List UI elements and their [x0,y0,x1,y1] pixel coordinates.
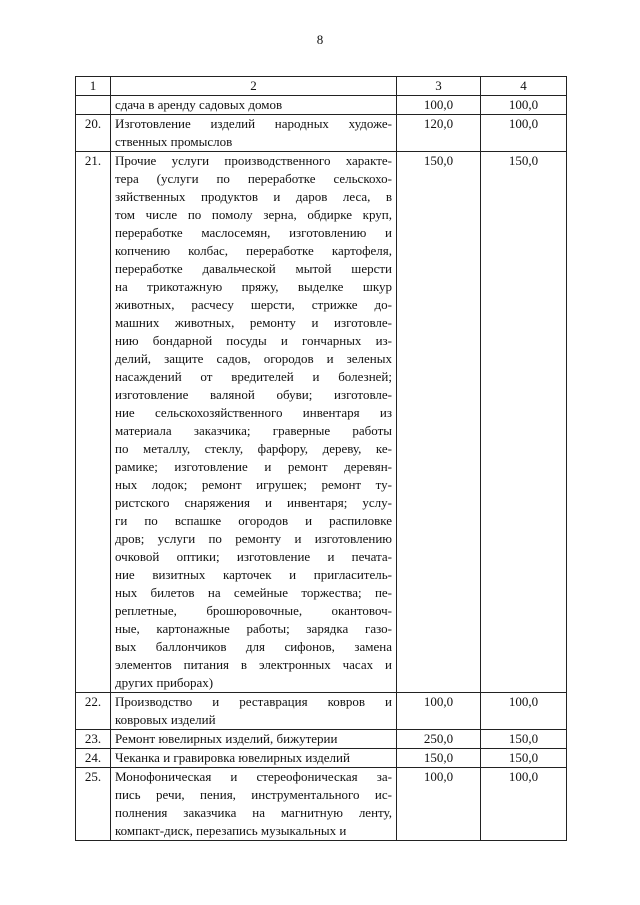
row-value-col-3: 150,0 [397,152,481,693]
description-line: Производство и реставрация ковров и [115,694,392,709]
row-value-col-3: 250,0 [397,730,481,749]
description-line: зяйственных продуктов и даров леса, в [115,189,392,204]
row-number [76,96,111,115]
row-value-col-4: 100,0 [481,96,567,115]
header-col-2: 2 [111,77,397,96]
row-description [111,115,397,152]
description-line: ковровых изделий [115,712,216,727]
row-description [111,693,397,730]
row-value-col-4: 100,0 [481,115,567,152]
table-row [76,730,567,749]
row-description [111,749,397,768]
table-row [76,749,567,768]
description-line: других приборах) [115,675,214,690]
row-value-col-3: 100,0 [397,96,481,115]
table-row [76,693,567,730]
description-line: рамике; изготовление и ремонт деревян- [115,459,392,474]
description-line: дров; услуги по ремонту и изготовлению [115,531,392,546]
description-line: ных лодок; ремонт игрушек; ремонт ту- [115,477,392,492]
row-value-col-3: 100,0 [397,693,481,730]
description-line: насаждений от вредителей и болезней; [115,369,392,384]
row-number: 25. [76,768,111,841]
page-number: 8 [316,32,324,47]
description-line: Монофоническая и стереофоническая за- [115,769,392,784]
services-table [75,76,567,841]
description-line: переработке давальческой мытой шерсти [115,261,392,276]
description-line: ственных промыслов [115,134,233,149]
row-value-col-4: 150,0 [481,730,567,749]
description-line: очковой оптики; изготовление и печата- [115,549,392,564]
row-description [111,730,397,749]
table-row [76,768,567,841]
description-line: Прочие услуги производственного характе- [115,153,392,168]
row-value-col-4: 150,0 [481,749,567,768]
description-line: Чеканка и гравировка ювелирных изделий [115,750,350,765]
description-line: изготовление валяной обуви; изготовле- [115,387,392,402]
row-value-col-3: 150,0 [397,749,481,768]
description-line: вых баллончиков для сифонов, замена [115,639,392,654]
row-description [111,768,397,841]
row-number: 22. [76,693,111,730]
table-header-row [76,77,567,96]
description-line: материала заказчика; граверные работы [115,423,392,438]
description-line: том числе по помолу зерна, обдирке круп, [115,207,392,222]
description-line: животных, расчесу шерсти, стрижке до- [115,297,392,312]
header-col-1: 1 [76,77,111,96]
description-line: ных билетов на семейные торжества; пе- [115,585,392,600]
description-line: переработке маслосемян, изготовлению и [115,225,392,240]
header-col-4: 4 [481,77,567,96]
description-line: на трикотажную пряжу, выделке шкур [115,279,392,294]
row-number: 23. [76,730,111,749]
description-line: сдача в аренду садовых домов [115,97,283,112]
row-value-col-3: 100,0 [397,768,481,841]
description-line: Изготовление изделий народных художе- [115,116,392,131]
description-line: тера (услуги по переработке сельскохо- [115,171,392,186]
row-number: 24. [76,749,111,768]
row-number: 21. [76,152,111,693]
description-line: ные, картонажные работы; зарядка газо- [115,621,392,636]
description-line: компакт-диск, перезапись музыкальных и [115,823,347,838]
description-line: элементов питания в электронных часах и [115,657,392,672]
row-description [111,152,397,693]
table-row [76,152,567,693]
description-line: Ремонт ювелирных изделий, бижутерии [115,731,338,746]
row-description [111,96,397,115]
description-line: ние сельскохозяйственного инвентаря из [115,405,392,420]
row-value-col-4: 150,0 [481,152,567,693]
table-row [76,115,567,152]
description-line: по металлу, стеклу, фарфору, дереву, ке- [115,441,392,456]
description-line: делий, защите садов, огородов и зеленых [115,351,392,366]
description-line: машних животных, ремонту и изготовле- [115,315,392,330]
table-row [76,96,567,115]
description-line: ги по вспашке огородов и распиловке [115,513,392,528]
row-value-col-3: 120,0 [397,115,481,152]
row-number: 20. [76,115,111,152]
row-value-col-4: 100,0 [481,693,567,730]
description-line: реплетные, брошюровочные, окантовоч- [115,603,392,618]
description-line: нию бондарной посуды и гончарных из- [115,333,392,348]
description-line: ристского снаряжения и инвентаря; услу- [115,495,392,510]
description-line: ние визитных карточек и пригласитель- [115,567,392,582]
header-col-3: 3 [397,77,481,96]
row-value-col-4: 100,0 [481,768,567,841]
description-line: пись речи, пения, инструментального ис- [115,787,392,802]
description-line: копчению колбас, переработке картофеля, [115,243,392,258]
description-line: полнения заказчика на магнитную ленту, [115,805,392,820]
